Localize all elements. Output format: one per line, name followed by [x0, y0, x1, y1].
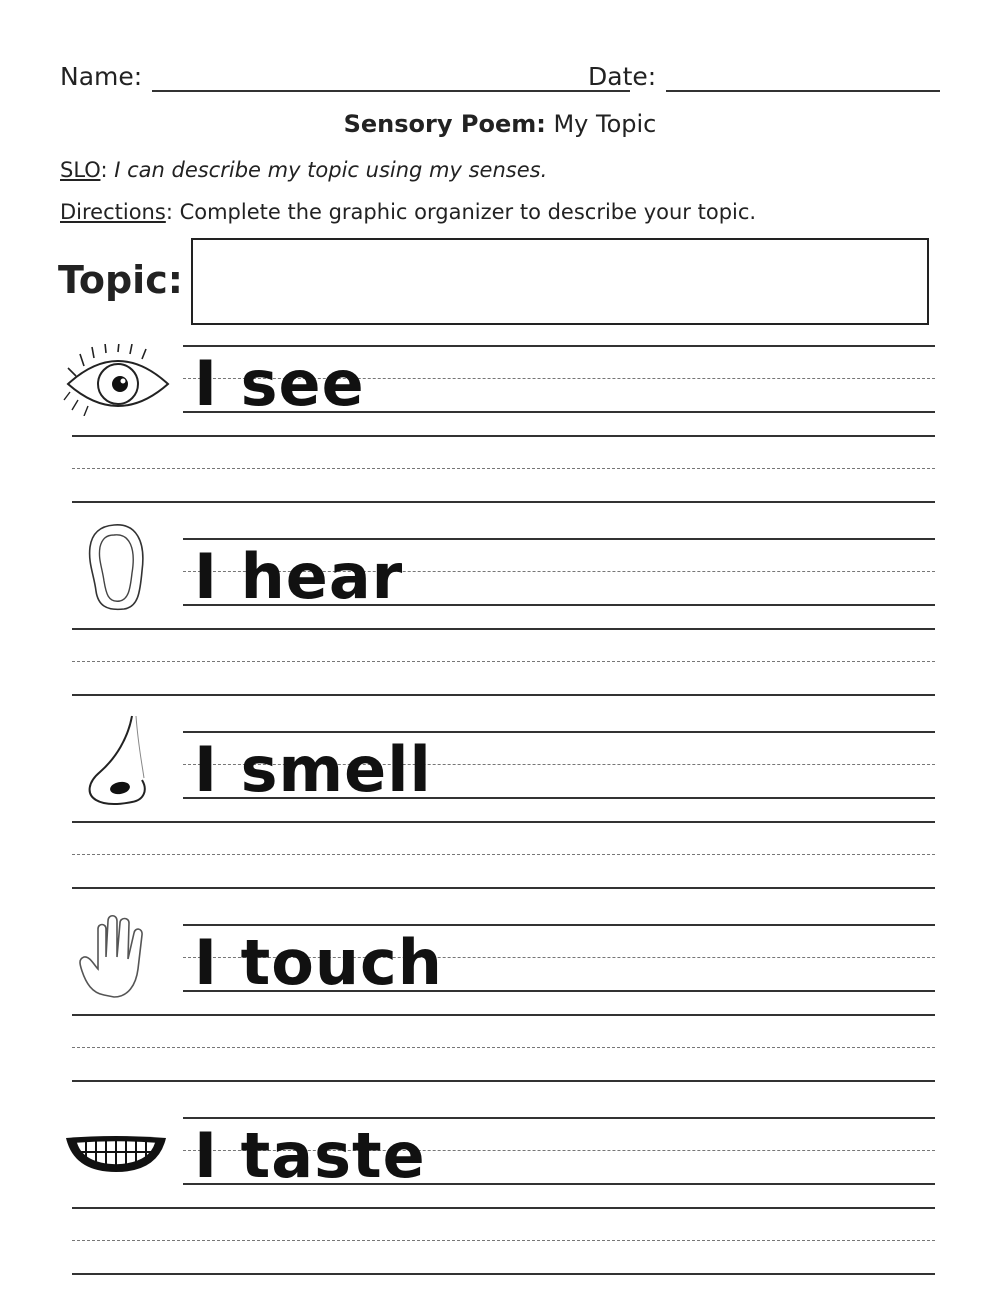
topic-label: Topic: [58, 258, 183, 302]
prompt-i-hear: I hear [194, 540, 404, 613]
ear-icon [84, 521, 150, 613]
nose-icon [82, 714, 154, 810]
prompt-i-smell: I smell [194, 733, 432, 806]
header-row [60, 58, 940, 98]
hand-icon [76, 909, 156, 1001]
page-title [0, 110, 1000, 138]
mouth-icon [62, 1132, 170, 1176]
date-input-line[interactable] [666, 90, 940, 92]
eye-icon [62, 344, 174, 416]
name-input-line[interactable] [152, 90, 630, 92]
prompt-i-taste: I taste [194, 1119, 426, 1192]
prompt-i-touch: I touch [194, 926, 443, 999]
sense-section-taste [0, 1112, 1000, 1305]
topic-input-box[interactable] [191, 238, 929, 325]
directions-text: Complete the graphic organizer to describe your topic. [179, 200, 757, 224]
date-label: Date: [588, 62, 657, 91]
slo-text: I can describe my topic using my senses. [114, 158, 548, 182]
sense-section-touch [0, 919, 1000, 1112]
slo-statement: SLO: I can describe my topic using my senses. [60, 158, 548, 182]
directions-label: Directions [60, 200, 166, 224]
title-bold: Sensory Poem: [343, 110, 546, 138]
sense-section-hear [0, 533, 1000, 726]
prompt-i-see: I see [194, 347, 365, 420]
title-normal: My Topic [553, 110, 657, 138]
directions-statement: Directions: Complete the graphic organizer to describe your topic. [60, 200, 757, 224]
slo-label: SLO [60, 158, 101, 182]
sense-section-see [0, 340, 1000, 533]
name-label: Name: [60, 62, 143, 91]
sense-section-smell [0, 726, 1000, 919]
